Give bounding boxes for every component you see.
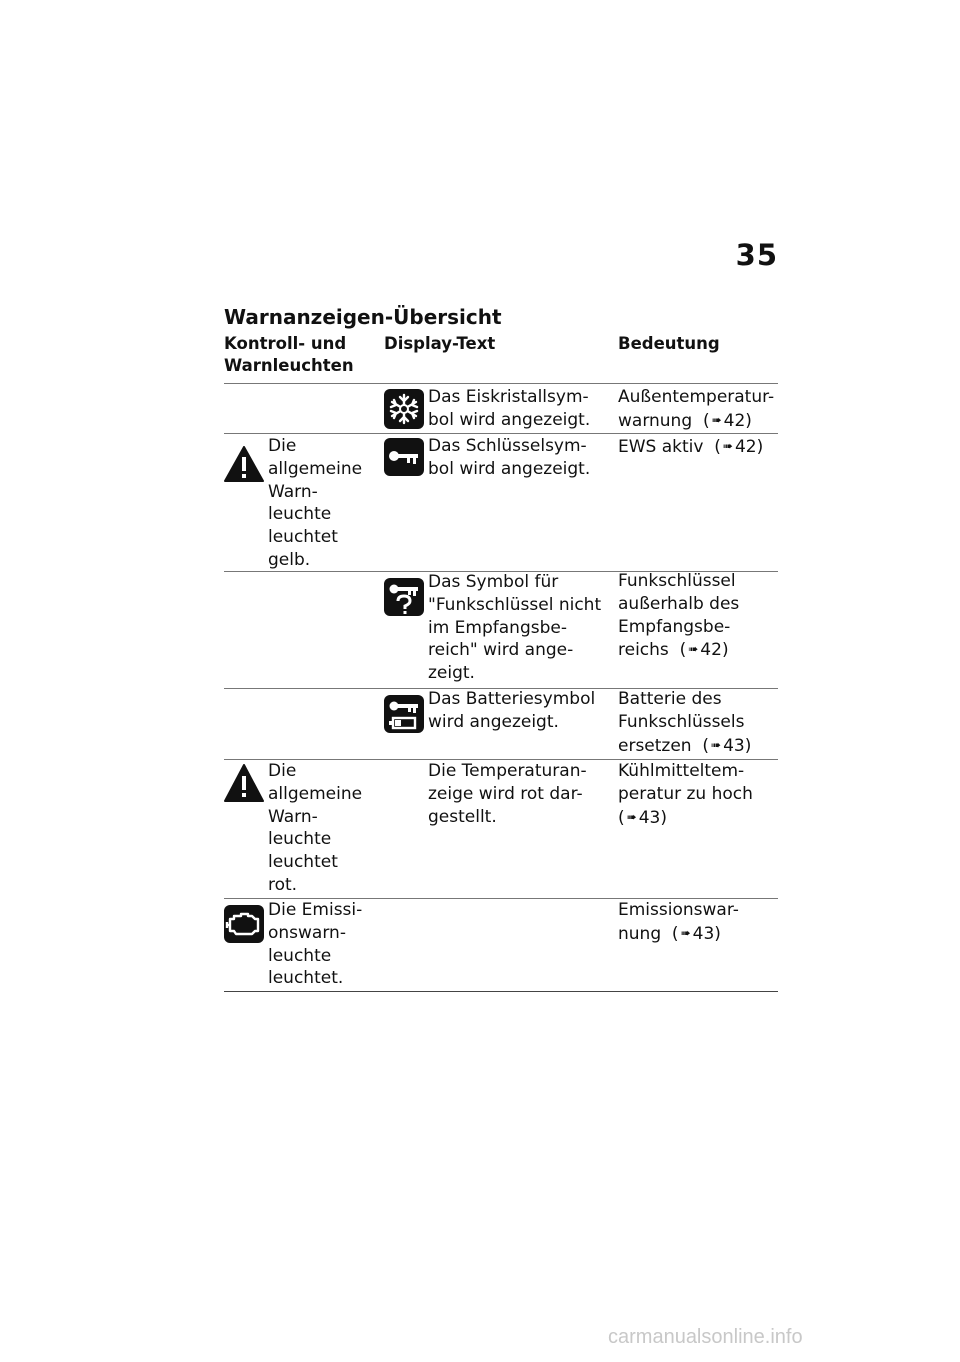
watermark: carmanualsonline.info [608, 1326, 803, 1348]
warning-triangle-icon [224, 764, 264, 802]
arrow-right-icon: ➠ [680, 925, 691, 940]
meaning-line: Funkschlüssel [618, 571, 736, 591]
page-reference[interactable]: ( ➠ 43) [697, 735, 752, 756]
display-line: "Funkschlüssel nicht [428, 594, 602, 615]
light-line: gelb. [268, 549, 311, 570]
display-line: gestellt. [428, 806, 497, 827]
table-header [224, 333, 778, 383]
light-description [268, 435, 380, 572]
light-line: Die [268, 761, 297, 781]
light-line: Warn- [268, 481, 318, 502]
light-line: leuchtet [268, 527, 338, 548]
display-line: bol wird angezeigt. [428, 458, 591, 479]
display-line: zeige wird rot dar- [428, 783, 583, 804]
meaning-text [618, 435, 780, 459]
meaning-line: warnung [618, 410, 693, 431]
page-ref-number: 43 [692, 923, 715, 944]
header-warning-lights [224, 333, 374, 377]
page-ref-number: 43 [638, 807, 661, 828]
display-line: Das Eiskristallsym- [428, 387, 589, 407]
key-icon [384, 438, 424, 476]
snowflake-icon [384, 389, 424, 429]
engine-icon [224, 905, 264, 943]
meaning-line: Empfangsbe- [618, 616, 731, 637]
meaning-line: nung [618, 923, 662, 944]
light-line: leuchtet [268, 852, 338, 873]
display-line: reich" wird ange- [428, 640, 574, 661]
header-col1-line2: Warnleuchten [224, 356, 354, 375]
meaning-line: Batterie des [618, 689, 722, 709]
page-reference[interactable]: ( ➠ 43) [666, 923, 721, 944]
arrow-right-icon: ➠ [626, 809, 637, 824]
light-line: leuchte [268, 829, 332, 850]
light-line: Die Emissi- [268, 900, 363, 920]
display-text [428, 571, 608, 685]
display-line: wird angezeigt. [428, 711, 559, 732]
table-row [224, 688, 778, 759]
meaning-text [618, 760, 780, 829]
page-ref-number: 42 [723, 410, 746, 431]
key-question-icon [384, 578, 424, 616]
page-ref-number: 42 [734, 437, 757, 457]
table-row [224, 571, 778, 688]
light-line: Warn- [268, 806, 318, 827]
meaning-text [618, 570, 780, 662]
table-row [224, 383, 778, 433]
page-number: 35 [735, 238, 778, 272]
section-title: Warnanzeigen-Übersicht [224, 305, 502, 329]
table-row [224, 433, 778, 571]
page-reference[interactable]: ( ➠ 42) [674, 640, 729, 661]
display-line: Das Symbol für [428, 572, 559, 592]
key-battery-icon [384, 695, 424, 733]
light-line: leuchtet. [268, 968, 344, 989]
light-line: Die [268, 436, 297, 456]
display-text [428, 386, 608, 432]
page-reference[interactable]: ( ➠ 43) [618, 807, 667, 828]
arrow-right-icon: ➠ [711, 737, 722, 752]
page-reference[interactable]: ( ➠ 42) [708, 437, 764, 457]
meaning-line: reichs [618, 640, 669, 661]
table-row [224, 759, 778, 898]
light-line: leuchte [268, 945, 332, 966]
page-ref-number: 42 [700, 640, 722, 661]
header-meaning: Bedeutung [618, 334, 720, 353]
light-description [268, 760, 380, 897]
display-text [428, 688, 608, 734]
light-line: allgemeine [268, 458, 363, 479]
page-reference[interactable]: ( ➠ 42) [697, 410, 752, 431]
display-line: Die Temperaturan- [428, 761, 587, 781]
light-description [268, 899, 380, 990]
display-line: Das Schlüsselsym- [428, 436, 587, 456]
meaning-line: außerhalb des [618, 593, 740, 614]
display-line: Das Batteriesymbol [428, 689, 596, 709]
display-text [428, 760, 608, 828]
light-line: allgemeine [268, 783, 363, 804]
meaning-line: Funkschlüssels [618, 711, 745, 732]
meaning-text [618, 688, 780, 757]
meaning-text [618, 386, 780, 433]
warning-triangle-icon [224, 446, 264, 482]
meaning-line: ersetzen [618, 735, 692, 756]
light-line: onswarn- [268, 922, 346, 943]
arrow-right-icon: ➠ [711, 412, 722, 427]
meaning-line: peratur zu hoch [618, 783, 753, 804]
light-line: rot. [268, 874, 298, 895]
meaning-line: Außentemperatur- [618, 387, 775, 407]
table-row [224, 898, 778, 992]
light-line: leuchte [268, 504, 332, 525]
arrow-right-icon: ➠ [722, 439, 733, 453]
header-display-text: Display-Text [384, 334, 496, 353]
meaning-line: Kühlmitteltem- [618, 761, 745, 781]
meaning-line: EWS aktiv [618, 437, 704, 457]
display-text [428, 435, 608, 481]
header-col1-line1: Kontroll- und [224, 334, 347, 353]
meaning-text [618, 899, 780, 946]
display-line: zeigt. [428, 663, 475, 684]
meaning-line: Emissionswar- [618, 900, 739, 920]
arrow-right-icon: ➠ [688, 642, 699, 657]
page-ref-number: 43 [723, 735, 745, 756]
display-line: bol wird angezeigt. [428, 409, 591, 430]
display-line: im Empfangsbe- [428, 617, 567, 638]
warning-overview-table [224, 333, 778, 992]
